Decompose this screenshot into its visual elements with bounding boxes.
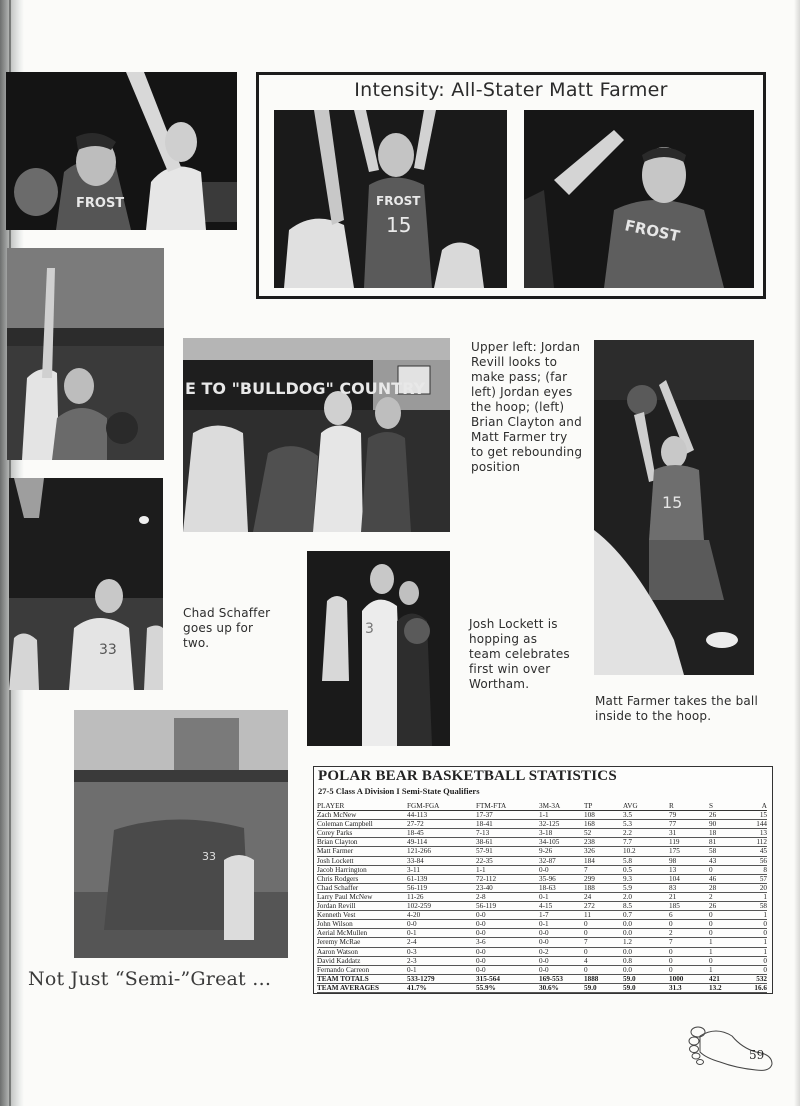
stats-cell: 0-0	[539, 929, 584, 938]
stats-cell: 2	[709, 892, 745, 901]
stats-cell: 2.0	[623, 892, 669, 901]
stats-cell: 59.0	[623, 983, 669, 992]
stats-cell: 2-4	[407, 938, 476, 947]
stats-total-row	[317, 983, 767, 992]
stats-table	[317, 802, 767, 993]
stats-row	[317, 929, 767, 938]
stats-cell: 0	[584, 947, 623, 956]
caption-schaffer: Chad Schaffer goes up for two.	[183, 606, 271, 650]
stats-cell: 33-84	[407, 856, 476, 865]
stats-cell: 121-266	[407, 847, 476, 856]
col-header: S	[709, 802, 745, 811]
col-header: PLAYER	[317, 802, 407, 811]
col-header: 3M-3A	[539, 802, 584, 811]
gym-banner-text: E TO "BULLDOG" COUNTRY	[185, 379, 426, 398]
photo-schaffer-shot	[9, 478, 163, 690]
stats-cell: 7-13	[476, 829, 539, 838]
stats-cell: 38-61	[476, 838, 539, 847]
stats-row	[317, 920, 767, 929]
stats-cell: 3-11	[407, 865, 476, 874]
stats-cell: 299	[584, 874, 623, 883]
stats-cell: 1.2	[623, 938, 669, 947]
stats-row	[317, 947, 767, 956]
stats-cell: 144	[745, 820, 767, 829]
stats-cell-player: Matt Farmer	[317, 847, 407, 856]
stats-cell: 49-114	[407, 838, 476, 847]
stats-cell-player: Kenneth Vest	[317, 911, 407, 920]
stats-cell: 0-1	[539, 920, 584, 929]
stats-cell: 1	[709, 965, 745, 974]
stats-cell: 0-0	[476, 965, 539, 974]
photo-lockett-celebrates	[307, 551, 450, 746]
stats-cell: 175	[669, 847, 709, 856]
stats-cell: 4-15	[539, 902, 584, 911]
stats-cell-player: Corey Parks	[317, 829, 407, 838]
stats-cell: 0	[745, 965, 767, 974]
stats-cell: 2	[669, 929, 709, 938]
stats-cell: 0	[709, 956, 745, 965]
stats-cell: 90	[709, 820, 745, 829]
stats-cell: 30.6%	[539, 983, 584, 992]
stats-row	[317, 847, 767, 856]
stats-cell: 326	[584, 847, 623, 856]
feature-box	[256, 72, 766, 299]
stats-cell-player: Brian Clayton	[317, 838, 407, 847]
stats-cell: 58	[709, 847, 745, 856]
stats-cell-player: Jordan Revill	[317, 902, 407, 911]
stats-cell: 72-112	[476, 874, 539, 883]
stats-cell-player: Fernando Carreon	[317, 965, 407, 974]
feature-title: Intensity: All-Stater Matt Farmer	[354, 79, 668, 101]
stats-cell: 0-1	[539, 892, 584, 901]
stats-cell: 0	[709, 865, 745, 874]
stats-cell: 104	[669, 874, 709, 883]
stats-cell: 4-20	[407, 911, 476, 920]
stats-cell: 18-41	[476, 820, 539, 829]
photo-rebounding-position	[183, 338, 450, 532]
stats-cell: 5.8	[623, 856, 669, 865]
stats-cell: 1	[745, 892, 767, 901]
stats-cell: 77	[669, 820, 709, 829]
stats-cell: 10.2	[623, 847, 669, 856]
stats-cell: 1	[745, 911, 767, 920]
stats-row	[317, 956, 767, 965]
col-header: R	[669, 802, 709, 811]
stats-cell: 8	[745, 865, 767, 874]
stats-cell-player: Jacob Harrington	[317, 865, 407, 874]
stats-cell: 15	[745, 811, 767, 820]
photo-farmer-closeup	[524, 110, 754, 288]
stats-cell: 3.5	[623, 811, 669, 820]
stats-cell: 0	[745, 929, 767, 938]
section-title: Not Just “Semi-”Great …	[28, 968, 272, 990]
stats-cell: 0.7	[623, 911, 669, 920]
stats-cell-player: Josh Lockett	[317, 856, 407, 865]
stats-cell-player: Larry Paul McNew	[317, 892, 407, 901]
stats-cell: 59.0	[623, 974, 669, 983]
stats-cell: 0	[669, 965, 709, 974]
stats-cell: 421	[709, 974, 745, 983]
stats-total-row	[317, 974, 767, 983]
caption-farmer: Matt Farmer takes the ball inside to the hoop.	[595, 694, 759, 723]
stats-cell: 41.7%	[407, 983, 476, 992]
stats-cell: 1	[745, 938, 767, 947]
stats-cell: 13	[745, 829, 767, 838]
stats-cell: 0	[745, 956, 767, 965]
stats-cell: 112	[745, 838, 767, 847]
stats-cell-player: Aerial McMullen	[317, 929, 407, 938]
stats-cell: 169-553	[539, 974, 584, 983]
stats-cell: 22-35	[476, 856, 539, 865]
jersey-number: 15	[662, 493, 683, 512]
photo-farmer-layup	[594, 340, 754, 675]
stats-cell: 55.9%	[476, 983, 539, 992]
stats-row	[317, 820, 767, 829]
jersey-number: 33	[202, 850, 216, 863]
stats-cell: 0	[709, 911, 745, 920]
stats-cell: 23-40	[476, 883, 539, 892]
jersey-number: 3	[365, 621, 374, 637]
stats-cell: 20	[745, 883, 767, 892]
jersey-text: FROST	[76, 196, 125, 211]
stats-cell-player: Chris Rodgers	[317, 874, 407, 883]
stats-cell: 31	[669, 829, 709, 838]
stats-cell: 5.9	[623, 883, 669, 892]
stats-cell: 0	[584, 929, 623, 938]
stats-cell: 238	[584, 838, 623, 847]
stats-cell: 0-0	[476, 947, 539, 956]
stats-header-row	[317, 802, 767, 811]
stats-cell: 52	[584, 829, 623, 838]
stats-cell: 46	[709, 874, 745, 883]
stats-cell: 1000	[669, 974, 709, 983]
stats-cell: 3-6	[476, 938, 539, 947]
stats-cell-player: John Wilson	[317, 920, 407, 929]
stats-cell: 24	[584, 892, 623, 901]
col-header: A	[745, 802, 767, 811]
stats-cell: 533-1279	[407, 974, 476, 983]
stats-cell: 0.0	[623, 965, 669, 974]
stats-row	[317, 811, 767, 820]
stats-cell: 9-26	[539, 847, 584, 856]
stats-cell: 0-1	[407, 929, 476, 938]
stats-cell: 184	[584, 856, 623, 865]
stats-row	[317, 938, 767, 947]
stats-cell: 56-119	[407, 883, 476, 892]
stats-cell: 0-0	[476, 956, 539, 965]
stats-cell: 26	[709, 902, 745, 911]
col-header: AVG	[623, 802, 669, 811]
stats-cell: 26	[709, 811, 745, 820]
stats-cell: 272	[584, 902, 623, 911]
stats-cell: 58	[745, 902, 767, 911]
stats-row	[317, 902, 767, 911]
stats-cell: 0-0	[539, 865, 584, 874]
stats-cell: 108	[584, 811, 623, 820]
stats-cell: 79	[669, 811, 709, 820]
stats-box	[313, 766, 773, 994]
stats-cell: 3-18	[539, 829, 584, 838]
stats-cell: 2-3	[407, 956, 476, 965]
stats-cell: 0.0	[623, 929, 669, 938]
jersey-text: FROST	[623, 216, 682, 246]
stats-cell: 7	[669, 938, 709, 947]
stats-cell: 0	[669, 947, 709, 956]
stats-title: POLAR BEAR BASKETBALL STATISTICS	[318, 768, 617, 784]
photo-farmer-rebound	[274, 110, 507, 288]
stats-cell: 11-26	[407, 892, 476, 901]
stats-cell: 5.3	[623, 820, 669, 829]
page-number: 59	[749, 1048, 765, 1062]
stats-cell: 7	[584, 938, 623, 947]
stats-cell: 1-1	[539, 811, 584, 820]
stats-cell: 532	[745, 974, 767, 983]
stats-row	[317, 911, 767, 920]
stats-cell: 98	[669, 856, 709, 865]
stats-cell: 0-0	[539, 965, 584, 974]
stats-cell: 18-63	[539, 883, 584, 892]
jersey-text: FROST	[376, 194, 421, 208]
stats-cell: 7.7	[623, 838, 669, 847]
stats-cell-player: Coleman Campbell	[317, 820, 407, 829]
stats-subtitle: 27-5 Class A Division I Semi-State Qualifiers	[318, 786, 480, 796]
stats-cell: 28	[709, 883, 745, 892]
stats-cell: 0	[745, 920, 767, 929]
stats-cell: 188	[584, 883, 623, 892]
stats-row	[317, 838, 767, 847]
stats-cell: 35-96	[539, 874, 584, 883]
stats-cell: 315-564	[476, 974, 539, 983]
stats-cell: 0-0	[476, 920, 539, 929]
jersey-number: 15	[386, 213, 412, 237]
photo-team-huddle	[74, 710, 288, 958]
stats-cell: 1888	[584, 974, 623, 983]
stats-cell: 102-259	[407, 902, 476, 911]
stats-cell: 0	[584, 920, 623, 929]
stats-cell: 13.2	[709, 983, 745, 992]
stats-cell: 56	[745, 856, 767, 865]
stats-row	[317, 856, 767, 865]
stats-cell: 59.0	[584, 983, 623, 992]
stats-cell: 57	[745, 874, 767, 883]
stats-cell: 0-0	[476, 929, 539, 938]
stats-row	[317, 892, 767, 901]
stats-cell: 83	[669, 883, 709, 892]
caption-lockett: Josh Lockett is hopping as team celebrates first win over Wortham.	[469, 617, 570, 691]
stats-cell-player: TEAM TOTALS	[317, 974, 407, 983]
stats-cell: 6	[669, 911, 709, 920]
stats-cell: 21	[669, 892, 709, 901]
stats-cell-player: Zach McNew	[317, 811, 407, 820]
stats-cell: 1	[709, 938, 745, 947]
stats-cell: 81	[709, 838, 745, 847]
stats-cell: 0-2	[539, 947, 584, 956]
page-edge	[794, 0, 800, 1106]
stats-cell: 0	[584, 965, 623, 974]
stats-cell: 57-91	[476, 847, 539, 856]
stats-cell: 168	[584, 820, 623, 829]
stats-cell: 0	[669, 920, 709, 929]
jersey-number: 33	[99, 642, 117, 658]
stats-cell: 45	[745, 847, 767, 856]
stats-cell: 61-139	[407, 874, 476, 883]
stats-cell-player: Chad Schaffer	[317, 883, 407, 892]
stats-cell: 0	[709, 920, 745, 929]
stats-row	[317, 965, 767, 974]
stats-cell: 0.0	[623, 920, 669, 929]
stats-cell: 34-105	[539, 838, 584, 847]
stats-cell: 17-37	[476, 811, 539, 820]
stats-cell: 0-0	[539, 938, 584, 947]
col-header: FTM-FTA	[476, 802, 539, 811]
stats-cell: 1	[709, 947, 745, 956]
stats-cell: 1-7	[539, 911, 584, 920]
stats-row	[317, 865, 767, 874]
photo-revill-pass	[6, 72, 237, 230]
stats-cell-player: Jeremy McRae	[317, 938, 407, 947]
stats-cell: 0.8	[623, 956, 669, 965]
stats-cell: 0.0	[623, 947, 669, 956]
stats-cell: 11	[584, 911, 623, 920]
stats-cell: 0-1	[407, 965, 476, 974]
stats-cell-player: David Kaddatz	[317, 956, 407, 965]
stats-row	[317, 829, 767, 838]
stats-cell: 0-0	[539, 956, 584, 965]
stats-row	[317, 883, 767, 892]
stats-cell: 4	[584, 956, 623, 965]
stats-cell: 1-1	[476, 865, 539, 874]
stats-cell: 0-0	[407, 920, 476, 929]
stats-cell: 7	[584, 865, 623, 874]
stats-cell: 8.5	[623, 902, 669, 911]
stats-cell: 18-45	[407, 829, 476, 838]
stats-cell: 18	[709, 829, 745, 838]
stats-cell: 2.2	[623, 829, 669, 838]
stats-cell-player: TEAM AVERAGES	[317, 983, 407, 992]
stats-cell: 27-72	[407, 820, 476, 829]
stats-cell: 0-0	[476, 911, 539, 920]
stats-cell: 2-8	[476, 892, 539, 901]
stats-cell: 32-87	[539, 856, 584, 865]
stats-cell: 13	[669, 865, 709, 874]
col-header: FGM-FGA	[407, 802, 476, 811]
stats-cell: 0-3	[407, 947, 476, 956]
photo-revill-hoop	[7, 248, 164, 460]
stats-cell: 119	[669, 838, 709, 847]
stats-cell: 0	[669, 956, 709, 965]
stats-cell: 0	[709, 929, 745, 938]
col-header: TP	[584, 802, 623, 811]
stats-cell: 32-125	[539, 820, 584, 829]
stats-cell: 56-119	[476, 902, 539, 911]
stats-cell: 9.3	[623, 874, 669, 883]
stats-cell: 16.6	[745, 983, 767, 992]
stats-cell: 43	[709, 856, 745, 865]
stats-cell-player: Aaron Watson	[317, 947, 407, 956]
stats-cell: 44-113	[407, 811, 476, 820]
stats-cell: 31.3	[669, 983, 709, 992]
stats-cell: 185	[669, 902, 709, 911]
stats-row	[317, 874, 767, 883]
stats-cell: 0.5	[623, 865, 669, 874]
caption-rebounding: Upper left: Jordan Revill looks to make pass; (far left) Jordan eyes the hoop; (left) Brian Clayton and Matt Farmer try to get rebounding position	[471, 340, 583, 474]
stats-cell: 1	[745, 947, 767, 956]
